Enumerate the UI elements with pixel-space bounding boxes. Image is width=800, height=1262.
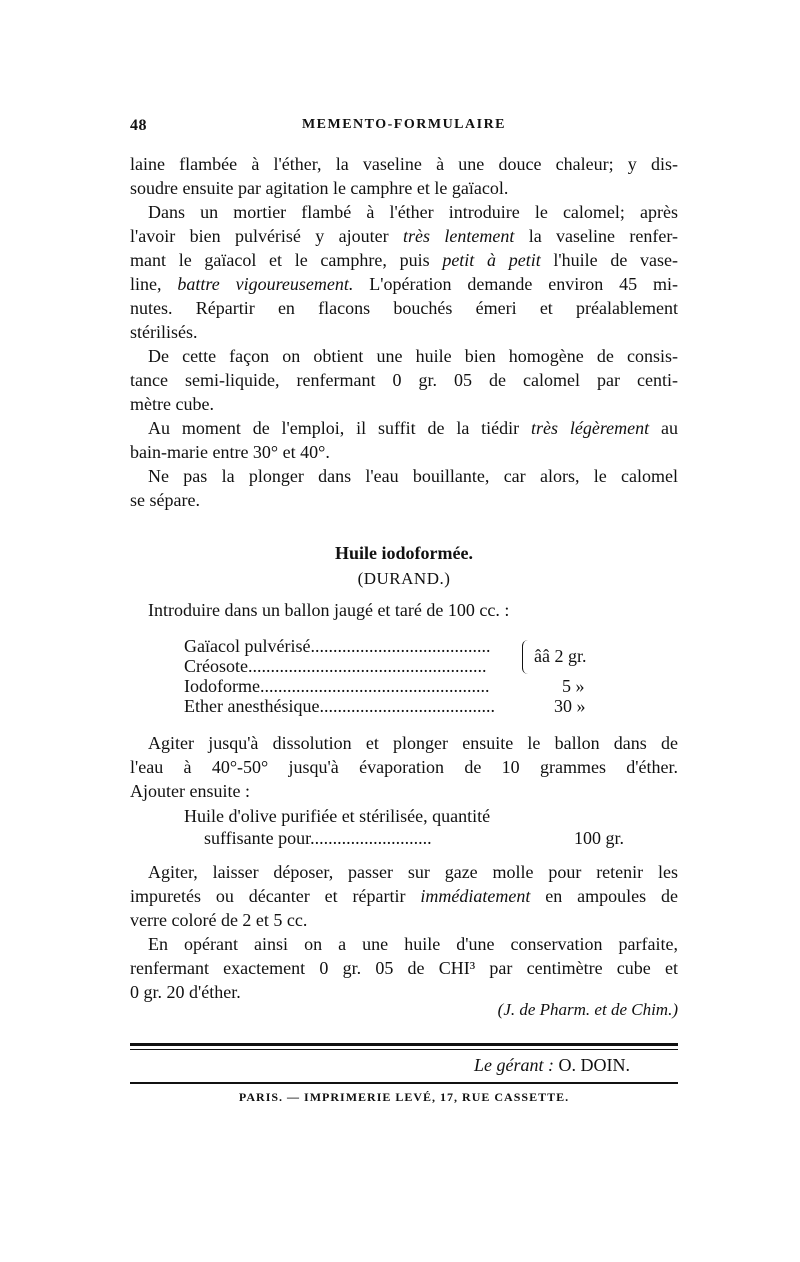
- final-text: [130, 860, 678, 1004]
- ingredient-name: Créosote.....................................................: [184, 656, 487, 676]
- paragraph-line: nutes. Répartir en flacons bouchés émeri et préalablement: [130, 298, 678, 318]
- combined-qty: ââ 2 gr.: [534, 646, 587, 666]
- divider: [130, 1082, 678, 1084]
- body-text: [130, 152, 678, 512]
- paragraph-line: Ajouter ensuite :: [130, 781, 250, 801]
- oil-ingredient: [184, 805, 624, 849]
- page-header: [130, 117, 678, 141]
- ingredient-row: [184, 696, 624, 716]
- ingredient-qty: 30 »: [554, 696, 586, 716]
- paragraph-line: stérilisés.: [130, 322, 198, 342]
- paragraph-line: line, battre vigoureusement. L'opération demande environ 45 mi-: [130, 274, 678, 294]
- oil-amount: 100 gr.: [573, 828, 624, 848]
- paragraph-line: Au moment de l'emploi, il suffit de la tiédir très légèrement au: [148, 418, 678, 438]
- ingredient-name: Ether anesthésique.......................................: [184, 696, 495, 716]
- paragraph-line: tance semi-liquide, renfermant 0 gr. 05 de calomel par centi-: [130, 370, 678, 390]
- recipe-intro: Introduire dans un ballon jaugé et taré de 100 cc. :: [148, 600, 510, 620]
- paragraph-line: Agiter jusqu'à dissolution et plonger ensuite le ballon dans de: [148, 733, 678, 753]
- paragraph-line: De cette façon on obtient une huile bien homogène de consis-: [148, 346, 678, 366]
- recipe-title: Huile iodoformée.: [335, 543, 473, 563]
- divider: [130, 1049, 678, 1050]
- gerant-line: [130, 1055, 630, 1076]
- paragraph-line: Dans un mortier flambé à l'éther introduire le calomel; après: [148, 202, 678, 222]
- ingredient-list: [184, 636, 624, 716]
- paragraph-line: laine flambée à l'éther, la vaseline à une douce chaleur; y dis-: [130, 154, 678, 174]
- paragraph-line: soudre ensuite par agitation le camphre et le gaïacol.: [130, 178, 509, 198]
- paragraph-line: mant le gaïacol et le camphre, puis petit à petit l'huile de vase-: [130, 250, 679, 270]
- ingredient-name: Gaïacol pulvérisé........................................: [184, 636, 491, 656]
- paragraph-line: l'avoir bien pulvérisé y ajouter très lentement la vaseline renfer-: [130, 226, 678, 246]
- ingredient-row: [184, 676, 624, 696]
- paragraph-line: renfermant exactement 0 gr. 05 de CHI³ par centimètre cube et: [130, 958, 678, 978]
- paragraph-line: mètre cube.: [130, 394, 214, 414]
- paragraph-line: impuretés ou décanter et répartir immédiatement en ampoules de: [130, 886, 678, 906]
- gerant-name: O. DOIN.: [558, 1055, 630, 1075]
- paragraph-line: Ne pas la plonger dans l'eau bouillante, car alors, le calomel: [148, 466, 678, 486]
- recipe-author: (DURAND.): [357, 569, 451, 588]
- ingredient-qty: 5 »: [562, 676, 585, 696]
- paragraph-line: 0 gr. 20 d'éther.: [130, 982, 241, 1002]
- paragraph-line: En opérant ainsi on a une huile d'une conservation parfaite,: [148, 934, 678, 954]
- paragraph-line: verre coloré de 2 et 5 cc.: [130, 910, 308, 930]
- running-title: MEMENTO-FORMULAIRE: [301, 117, 507, 132]
- page-number: 48: [130, 117, 147, 134]
- paragraph-line: l'eau à 40°-50° jusqu'à évaporation de 10 grammes d'éther.: [130, 757, 678, 777]
- paragraph-line: bain-marie entre 30° et 40°.: [130, 442, 330, 462]
- brace-mark: [522, 640, 529, 674]
- printer-imprint: PARIS. — IMPRIMERIE LEVÉ, 17, RUE CASSETTE.: [238, 1090, 570, 1104]
- divider: [130, 1043, 678, 1046]
- paragraph-line: se sépare.: [130, 490, 200, 510]
- after-text: [130, 731, 678, 803]
- ingredient-name: Iodoforme...................................................: [184, 676, 490, 696]
- citation: (J. de Pharm. et de Chim.): [497, 1000, 678, 1019]
- paragraph-line: Agiter, laisser déposer, passer sur gaze molle pour retenir les: [148, 862, 678, 882]
- oil-line: Huile d'olive purifiée et stérilisée, quantité: [184, 806, 491, 826]
- gerant-label: Le gérant :: [474, 1055, 554, 1075]
- oil-line: suffisante pour........................... 100 gr.: [204, 828, 624, 848]
- recipe-intro-block: [130, 598, 678, 622]
